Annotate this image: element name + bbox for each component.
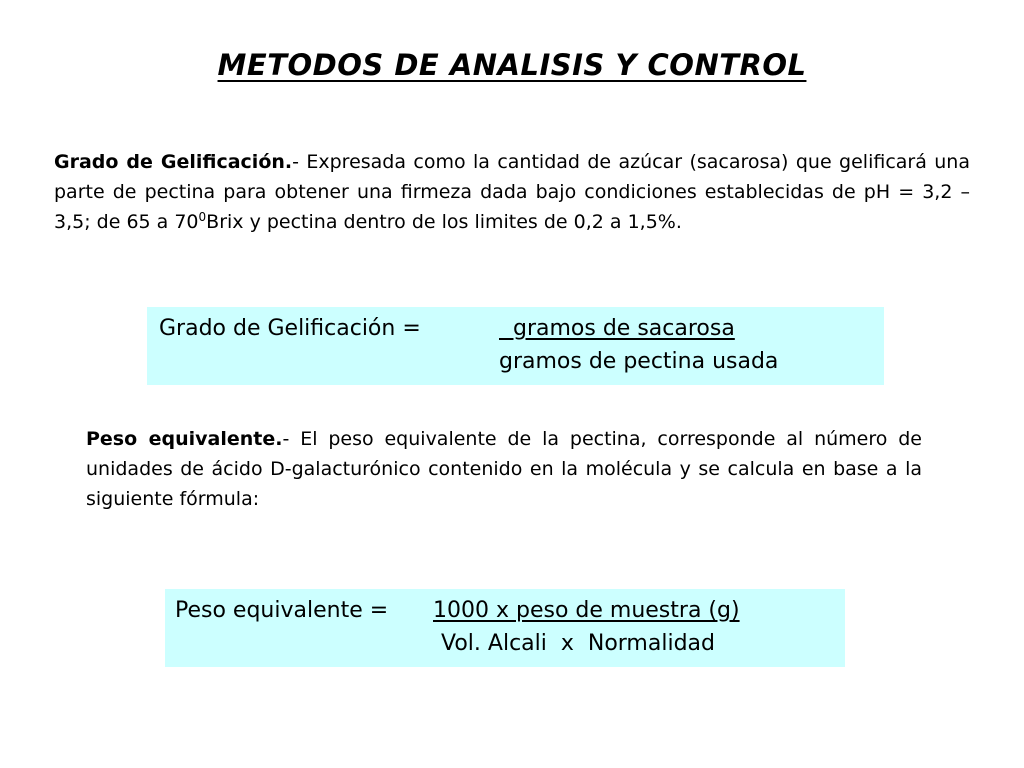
- page-title: [0, 48, 1024, 82]
- formula-peso-equivalente: [165, 589, 845, 667]
- section-grado-gelificacion: [54, 147, 970, 237]
- section-grado-gelificacion-text-end: Brix y pectina dentro de los limites de 0,2 a 1,5%.: [206, 211, 682, 233]
- section-peso-equivalente: [86, 424, 922, 514]
- degree-superscript: 0: [198, 210, 207, 224]
- formula-grado-gelificacion-denominator: gramos de pectina usada: [499, 349, 779, 374]
- formula-peso-equivalente-denominator: Vol. Alcali x Normalidad: [441, 631, 715, 656]
- section-peso-equivalente-term: Peso equivalente.: [86, 428, 283, 450]
- formula-peso-equivalente-label: Peso equivalente =: [175, 598, 389, 623]
- section-grado-gelificacion-text: - Expresada como la cantidad de azúcar (sacarosa) que gelificará una parte de pectina para obtener una firmeza dada bajo condiciones establecidas de pH = 3,2 – 3,5; de 65 a 70: [54, 151, 970, 233]
- formula-grado-gelificacion-numerator: gramos de sacarosa: [499, 316, 735, 341]
- formula-grado-gelificacion-label: Grado de Gelificación =: [159, 316, 421, 341]
- page-title-text: METODOS DE ANALISIS Y CONTROL: [217, 48, 807, 82]
- section-grado-gelificacion-term: Grado de Gelificación.: [54, 151, 293, 173]
- formula-grado-gelificacion: [147, 307, 884, 385]
- formula-peso-equivalente-numerator: 1000 x peso de muestra (g): [433, 598, 740, 623]
- section-peso-equivalente-text: - El peso equivalente de la pectina, corresponde al número de unidades de ácido D-galacturónico contenido en la molécula y se calcula en base a la siguiente fórmula:: [86, 428, 922, 510]
